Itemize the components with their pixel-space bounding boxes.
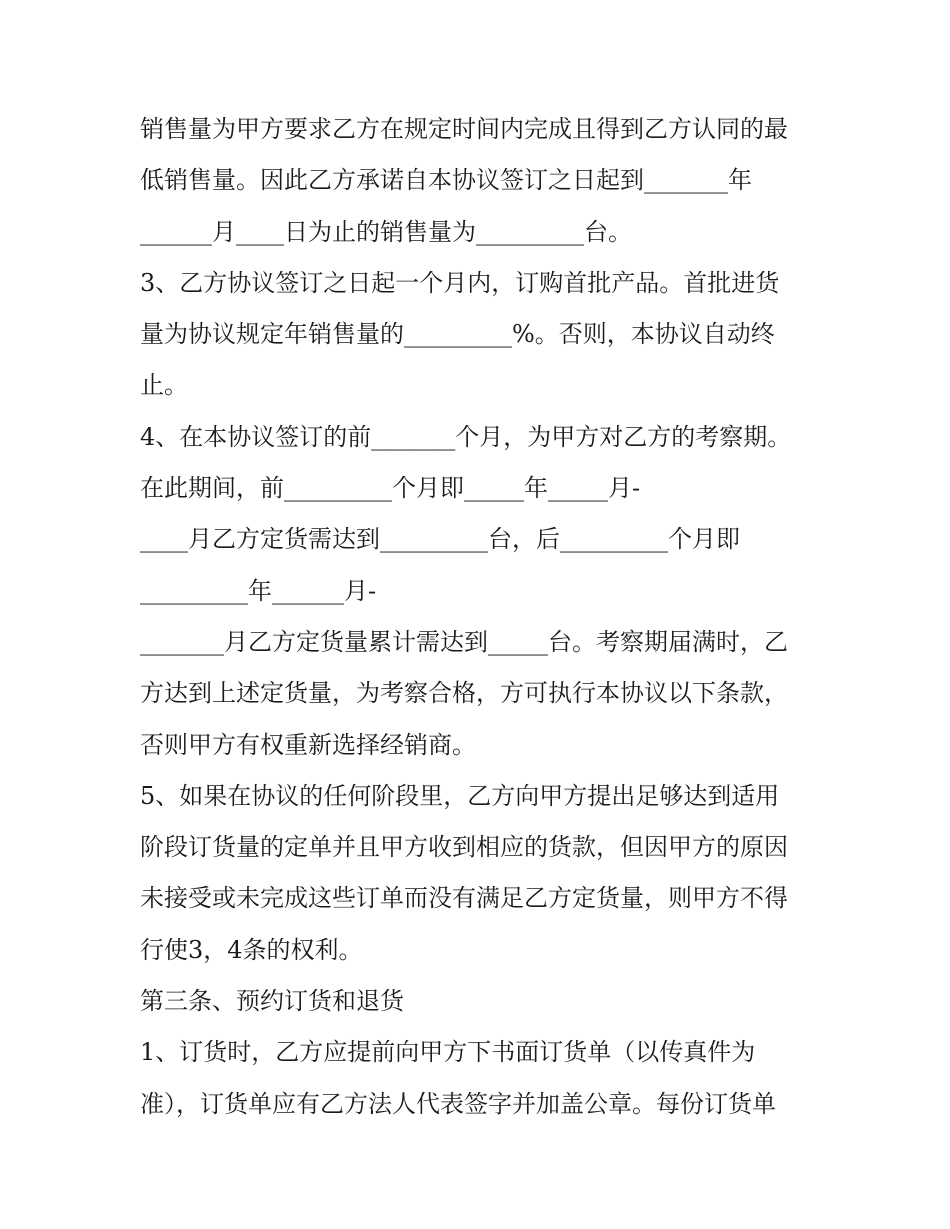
text-line: 否则甲方有权重新选择经销商。	[140, 730, 476, 759]
text-line: 未接受或未完成这些订单而没有满足乙方定货量，则甲方不得	[140, 884, 788, 913]
text-line: 1、订货时，乙方应提前向甲方下书面订货单（以传真件为	[140, 1038, 756, 1067]
text-line: 在此期间，前_________个月即_____年_____月-	[140, 474, 641, 503]
text-line: 方达到上述定货量，为考察合格，方可执行本协议以下条款，	[140, 679, 788, 708]
text-line: 低销售量。因此乙方承诺自本协议签订之日起到_______年	[140, 166, 752, 195]
section-heading: 第三条、预约订货和退货	[140, 987, 404, 1016]
text-line: 止。	[140, 371, 188, 400]
text-line: _________年______月-	[140, 576, 377, 605]
text-line: ______月____日为止的销售量为_________台。	[140, 217, 632, 246]
text-line: 量为协议规定年销售量的_________%。否则，本协议自动终	[140, 320, 775, 349]
text-line: 阶段订货量的定单并且甲方收到相应的货款，但因甲方的原因	[140, 833, 788, 862]
text-line: _______月乙方定货量累计需达到_____台。考察期届满时，乙	[140, 627, 788, 656]
text-line: 3、乙方协议签订之日起一个月内，订购首批产品。首批进货	[140, 268, 780, 297]
text-line: 4、在本协议签订的前_______个月，为甲方对乙方的考察期。	[140, 422, 792, 451]
text-line: 5、如果在协议的任何阶段里，乙方向甲方提出足够达到适用	[140, 781, 780, 810]
text-line: 销售量为甲方要求乙方在规定时间内完成且得到乙方认同的最	[140, 115, 788, 143]
text-line: 准），订货单应有乙方法人代表签字并加盖公章。每份订货单	[140, 1089, 776, 1118]
text-line: ____月乙方定货需达到_________台，后_________个月即	[140, 525, 740, 554]
contract-text	[140, 104, 830, 1130]
text-line: 行使3，4条的权利。	[140, 935, 363, 964]
